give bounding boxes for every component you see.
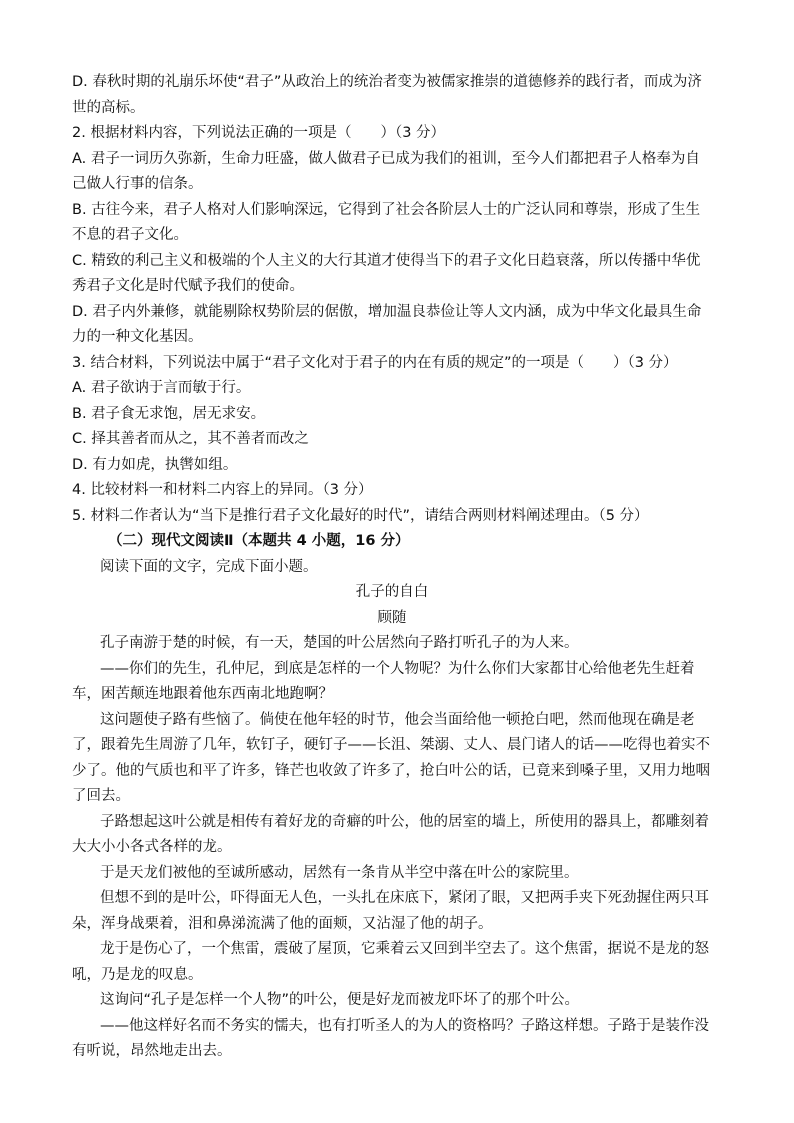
option-q2-b: B. 古往今来，君子人格对人们影响深远，它得到了社会各阶层人士的广泛认同和尊崇，形成了生生不息的君子文化。 <box>72 201 701 243</box>
article-paragraph: 龙于是伤心了，一个焦雷，震破了屋顶，它乘着云又回到半空去了。这个焦雷，据说不是龙的怒吼，乃是龙的叹息。 <box>72 941 709 983</box>
question-3: 3. 结合材料，下列说法中属于“君子文化对于君子的内在有质的规定”的一项是（ ）（3 分） <box>72 354 678 371</box>
article-paragraph: 孔子南游于楚的时候，有一天，楚国的叶公居然向子路打听孔子的为人来。 <box>100 635 579 651</box>
question-4: 4. 比较材料一和材料二内容上的异同。（3 分） <box>72 482 373 498</box>
article-author: 顾随 <box>377 609 407 626</box>
option-q2-c: C. 精致的利己主义和极端的个人主义的大行其道才使得当下的君子文化日趋衰落，所以传播中华优秀君子文化是时代赋予我们的使命。 <box>72 252 701 294</box>
article-paragraph: 这询问“孔子是怎样一个人物”的叶公，便是好龙而被龙吓坏了的那个叶公。 <box>100 992 580 1008</box>
option-q3-d: D. 有力如虎，执辔如组。 <box>72 456 238 473</box>
option-q3-c: C. 择其善者而从之，其不善者而改之 <box>72 431 309 447</box>
article-title: 孔子的自白 <box>355 584 429 600</box>
document-page <box>72 70 712 1065</box>
question-2: 2. 根据材料内容，下列说法正确的一项是（ ）（3 分） <box>72 125 446 141</box>
option-q2-d: D. 君子内外兼修，就能剔除权势阶层的倨傲，增加温良恭俭让等人文内涵，成为中华文化最具生命力的一种文化基因。 <box>72 303 702 345</box>
article-paragraph: 于是天龙们被他的至诚所感动，居然有一条肯从半空中落在叶公的家院里。 <box>100 864 579 881</box>
article-paragraph: ——你们的先生，孔仲尼，到底是怎样的一个人物呢？为什么你们大家都甘心给他老先生赶着车，困苦颠连地跟着他东西南北地跑啊？ <box>72 660 695 702</box>
article-paragraph: 子路想起这叶公就是相传有着好龙的奇癖的叶公，他的居室的墙上，所使用的器具上，都雕刻着大大小小各式各样的龙。 <box>72 813 709 855</box>
option-q3-b: B. 君子食无求饱，居无求安。 <box>72 405 266 422</box>
article-paragraph: 这问题使子路有些恼了。倘使在他年轻的时节，他会当面给他一顿抢白吧，然而他现在确是老了，跟着先生周游了几年，软钉子，硬钉子——长沮、桀溺、丈人、晨门诸人的话——吃得也着实不少了。他的气质也和平了许多，锋芒也收敛了许多了，抢白叶公的话，已竟来到嗓子里，又用力地咽了回去。 <box>72 711 710 804</box>
article-paragraph: 但想不到的是叶公，吓得面无人色，一头扎在床底下，紧闭了眼，又把两手夹下死劲握住两只耳朵，浑身战栗着，泪和鼻涕流满了他的面颊，又沾湿了他的胡子。 <box>72 890 709 932</box>
question-5: 5. 材料二作者认为“当下是推行君子文化最好的时代”，请结合两则材料阐述理由。（5 分） <box>72 507 649 524</box>
article-paragraph: ——他这样好名而不务实的懦夫，也有打听圣人的为人的资格吗？子路这样想。子路于是装作没有听说，昂然地走出去。 <box>72 1017 709 1059</box>
option-q2-a: A. 君子一词历久弥新，生命力旺盛，做人做君子已成为我们的祖训，至今人们都把君子人格奉为自己做人行事的信条。 <box>72 150 700 192</box>
option-q1-d: D. 春秋时期的礼崩乐坏使“君子”从政治上的统治者变为被儒家推崇的道德修养的践行者，而成为济世的高标。 <box>72 74 702 116</box>
option-q3-a: A. 君子欲讷于言而敏于行。 <box>72 380 251 396</box>
section-instruction: 阅读下面的文字，完成下面小题。 <box>100 558 318 575</box>
section-heading: （二）现代文阅读Ⅱ（本题共 4 小题，16 分） <box>108 533 410 549</box>
